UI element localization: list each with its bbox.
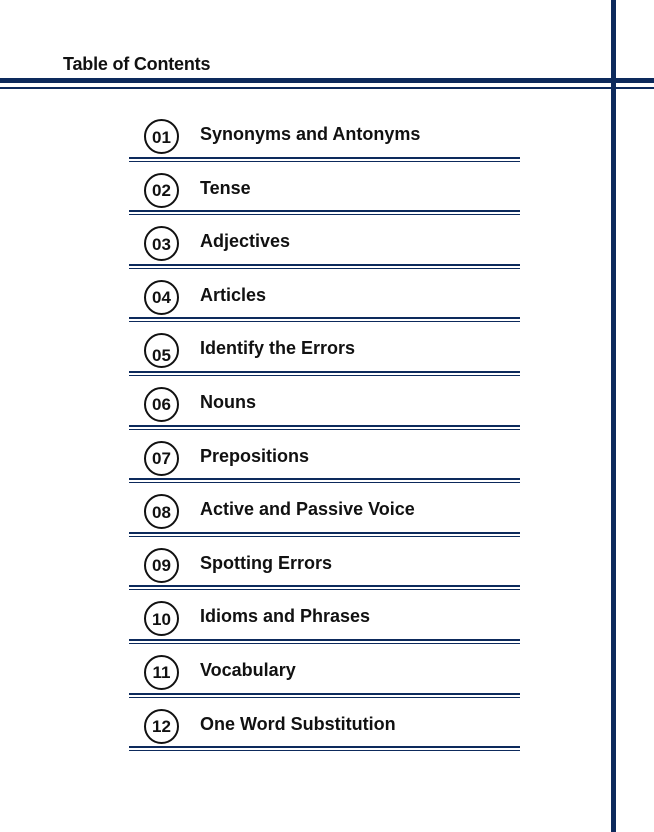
chapter-number-badge: 10 <box>144 601 179 636</box>
chapter-title: Articles <box>200 284 267 305</box>
toc-entry-nouns[interactable] <box>129 376 520 430</box>
chapter-title: Active and Passive Voice <box>200 499 415 520</box>
table-of-contents-list <box>129 108 520 751</box>
chapter-number-badge: 01 <box>144 119 179 154</box>
chapter-number-badge: 11 <box>144 655 179 690</box>
chapter-title: Spotting Errors <box>200 552 333 573</box>
header-rule-thick <box>0 78 654 83</box>
toc-entry-prepositions[interactable] <box>129 430 520 484</box>
header-rule-thin <box>0 87 654 89</box>
chapter-number-badge: 05 <box>144 333 179 368</box>
chapter-title: Nouns <box>200 391 256 412</box>
chapter-title: Tense <box>200 177 251 198</box>
toc-entry-synonyms-and-antonyms[interactable] <box>129 108 520 162</box>
chapter-title: Identify the Errors <box>200 338 356 359</box>
chapter-title: Prepositions <box>200 445 310 466</box>
chapter-number-badge: 03 <box>144 226 179 261</box>
entry-divider <box>129 746 520 751</box>
chapter-title: Synonyms and Antonyms <box>200 124 421 144</box>
chapter-number-badge: 04 <box>144 280 179 315</box>
toc-entry-spotting-errors[interactable] <box>129 537 520 591</box>
page-title: Table of Contents <box>63 54 211 74</box>
toc-entry-articles[interactable] <box>129 269 520 323</box>
chapter-title: Vocabulary <box>200 659 296 680</box>
chapter-number-badge: 08 <box>144 494 179 529</box>
chapter-title: Idioms and Phrases <box>200 606 371 627</box>
vertical-accent-rule <box>611 0 616 832</box>
toc-entry-active-and-passive-voice[interactable] <box>129 483 520 537</box>
toc-entry-one-word-substitution[interactable] <box>129 698 520 752</box>
toc-entry-adjectives[interactable] <box>129 215 520 269</box>
toc-entry-idioms-and-phrases[interactable] <box>129 590 520 644</box>
chapter-number-badge: 06 <box>144 387 179 422</box>
chapter-title: Adjectives <box>200 231 291 252</box>
chapter-number-badge: 09 <box>144 548 179 583</box>
chapter-number-badge: 07 <box>144 441 179 476</box>
chapter-number-badge: 12 <box>144 709 179 744</box>
chapter-number-badge: 02 <box>144 173 179 208</box>
chapter-title: One Word Substitution <box>200 713 396 734</box>
toc-entry-tense[interactable] <box>129 162 520 216</box>
toc-entry-vocabulary[interactable] <box>129 644 520 698</box>
toc-entry-identify-the-errors[interactable] <box>129 322 520 376</box>
